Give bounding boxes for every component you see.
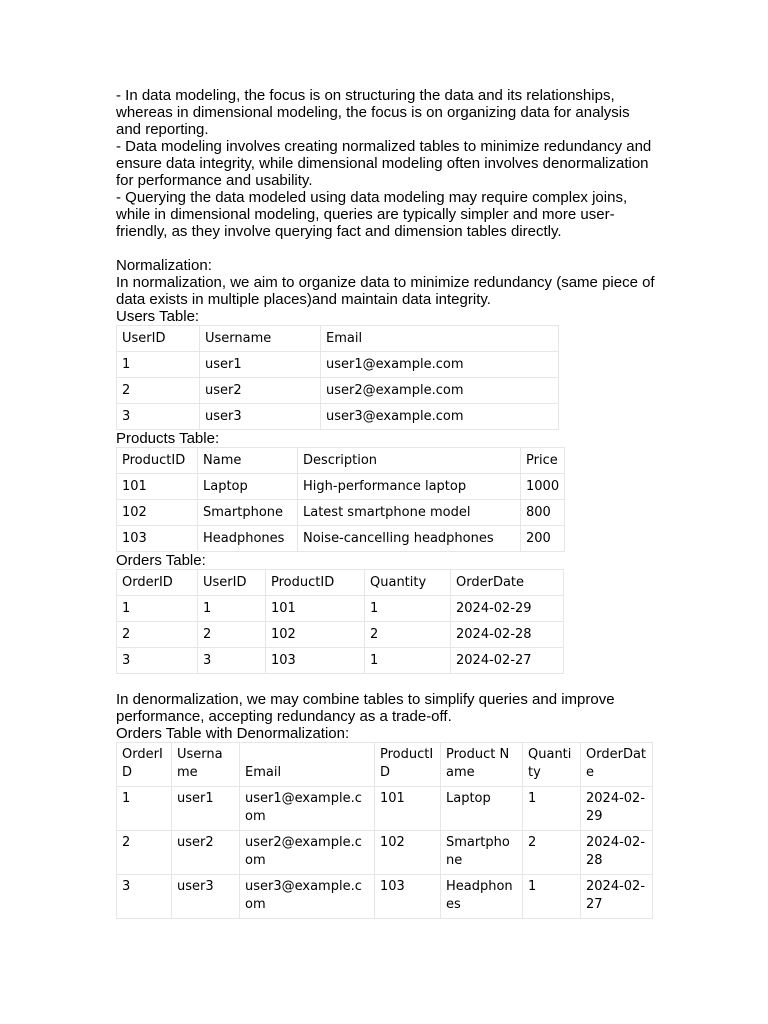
products-table-title: Products Table: — [116, 430, 220, 447]
table-cell: 101 — [117, 474, 198, 500]
denormalization-text: In denormalization, we may combine tables to simplify queries and improve performance, accepting redundancy as a trade-off. — [116, 691, 615, 725]
table-cell: 2 — [117, 622, 198, 648]
orders-table-title: Orders Table: — [116, 552, 206, 569]
table-header-row — [117, 448, 565, 474]
table-cell: 103 — [117, 526, 198, 552]
table-cell: 2024-02-27 — [581, 875, 653, 919]
table-cell: 1 — [365, 596, 451, 622]
table-cell: 200 — [521, 526, 565, 552]
table-cell: user1 — [172, 787, 240, 831]
header-cell: Quantity — [365, 570, 451, 596]
table-header-row — [117, 326, 559, 352]
table-cell: 102 — [375, 831, 441, 875]
table-cell: user2 — [172, 831, 240, 875]
intro-bullet-1: - In data modeling, the focus is on structuring the data and its relationships, whereas in dimensional modeling, the focus is on organizing data for analysis and reporting. — [116, 87, 630, 138]
table-row — [117, 648, 564, 674]
header-cell: UserID — [117, 326, 200, 352]
header-cell: OrderDate — [581, 743, 653, 787]
spacer — [116, 674, 656, 691]
header-cell: ProductID — [266, 570, 365, 596]
table-cell: 1 — [523, 875, 581, 919]
table-header-row — [117, 570, 564, 596]
table-cell: 2 — [117, 378, 200, 404]
table-cell: 102 — [266, 622, 365, 648]
table-cell: 800 — [521, 500, 565, 526]
header-cell: Quantity — [523, 743, 581, 787]
table-cell: user3@example.com — [321, 404, 559, 430]
table-cell: 101 — [375, 787, 441, 831]
normalization-heading: Normalization: — [116, 257, 212, 274]
table-cell: 2024-02-28 — [451, 622, 564, 648]
table-cell: 2024-02-27 — [451, 648, 564, 674]
table-cell: 2024-02-29 — [451, 596, 564, 622]
header-cell: Product Name — [441, 743, 523, 787]
denorm-table-title: Orders Table with Denormalization: — [116, 725, 350, 742]
header-cell: ProductID — [117, 448, 198, 474]
header-cell: Price — [521, 448, 565, 474]
table-cell: 2 — [198, 622, 266, 648]
table-cell: 1 — [198, 596, 266, 622]
table-cell: Smartphone — [441, 831, 523, 875]
header-cell: Description — [298, 448, 521, 474]
table-row — [117, 787, 653, 831]
users-table-title: Users Table: — [116, 308, 200, 325]
table-cell: 3 — [117, 648, 198, 674]
header-cell: ProductID — [375, 743, 441, 787]
table-cell: user2@example.com — [321, 378, 559, 404]
table-cell: 1 — [117, 352, 200, 378]
table-header-row — [117, 743, 653, 787]
header-cell: OrderID — [117, 570, 198, 596]
spacer — [116, 240, 656, 257]
table-cell: user3@example.com — [240, 875, 375, 919]
header-cell: OrderDate — [451, 570, 564, 596]
table-cell: 3 — [117, 875, 172, 919]
table-cell: Latest smartphone model — [298, 500, 521, 526]
table-cell: user2 — [200, 378, 321, 404]
table-cell: Smartphone — [198, 500, 298, 526]
table-cell: 2 — [523, 831, 581, 875]
table-cell: user1 — [200, 352, 321, 378]
intro-bullet-3: - Querying the data modeled using data modeling may require complex joins, while in dimensional modeling, queries are typically simpler and more user-friendly, as they involve querying fact and dimension tables directly. — [116, 189, 628, 240]
denorm-orders-table — [116, 742, 653, 919]
header-cell: Email — [240, 743, 375, 787]
table-cell: 1 — [117, 787, 172, 831]
table-cell: user1@example.com — [240, 787, 375, 831]
table-cell: 1000 — [521, 474, 565, 500]
table-cell: user3 — [172, 875, 240, 919]
table-cell: Headphones — [198, 526, 298, 552]
users-table — [116, 325, 559, 430]
table-cell: 2024-02-28 — [581, 831, 653, 875]
table-row — [117, 378, 559, 404]
table-cell: 2024-02-29 — [581, 787, 653, 831]
table-cell: 2 — [117, 831, 172, 875]
intro-bullet-2: - Data modeling involves creating normalized tables to minimize redundancy and ensure data integrity, while dimensional modeling often involves denormalization for performance and usability. — [116, 138, 652, 189]
table-cell: 3 — [198, 648, 266, 674]
table-cell: user2@example.com — [240, 831, 375, 875]
table-row — [117, 474, 565, 500]
header-cell: Username — [200, 326, 321, 352]
table-row — [117, 352, 559, 378]
table-cell: 102 — [117, 500, 198, 526]
table-row — [117, 500, 565, 526]
header-cell: Email — [321, 326, 559, 352]
table-row — [117, 875, 653, 919]
table-cell: 1 — [117, 596, 198, 622]
table-cell: 101 — [266, 596, 365, 622]
table-cell: user3 — [200, 404, 321, 430]
document-page — [116, 87, 656, 919]
table-row — [117, 831, 653, 875]
header-cell: Name — [198, 448, 298, 474]
header-cell: Username — [172, 743, 240, 787]
table-row — [117, 404, 559, 430]
table-cell: 2 — [365, 622, 451, 648]
table-cell: Laptop — [198, 474, 298, 500]
table-cell: 103 — [266, 648, 365, 674]
table-row — [117, 622, 564, 648]
header-cell: UserID — [198, 570, 266, 596]
orders-table — [116, 569, 564, 674]
products-table — [116, 447, 565, 552]
table-cell: 103 — [375, 875, 441, 919]
table-cell: 1 — [523, 787, 581, 831]
table-cell: Headphones — [441, 875, 523, 919]
table-row — [117, 596, 564, 622]
table-cell: Noise-cancelling headphones — [298, 526, 521, 552]
header-cell: OrderID — [117, 743, 172, 787]
table-cell: 1 — [365, 648, 451, 674]
table-row — [117, 526, 565, 552]
table-cell: High-performance laptop — [298, 474, 521, 500]
table-cell: Laptop — [441, 787, 523, 831]
table-cell: user1@example.com — [321, 352, 559, 378]
normalization-text: In normalization, we aim to organize data to minimize redundancy (same piece of data exists in multiple places)and maintain data integrity. — [116, 274, 655, 308]
table-cell: 3 — [117, 404, 200, 430]
